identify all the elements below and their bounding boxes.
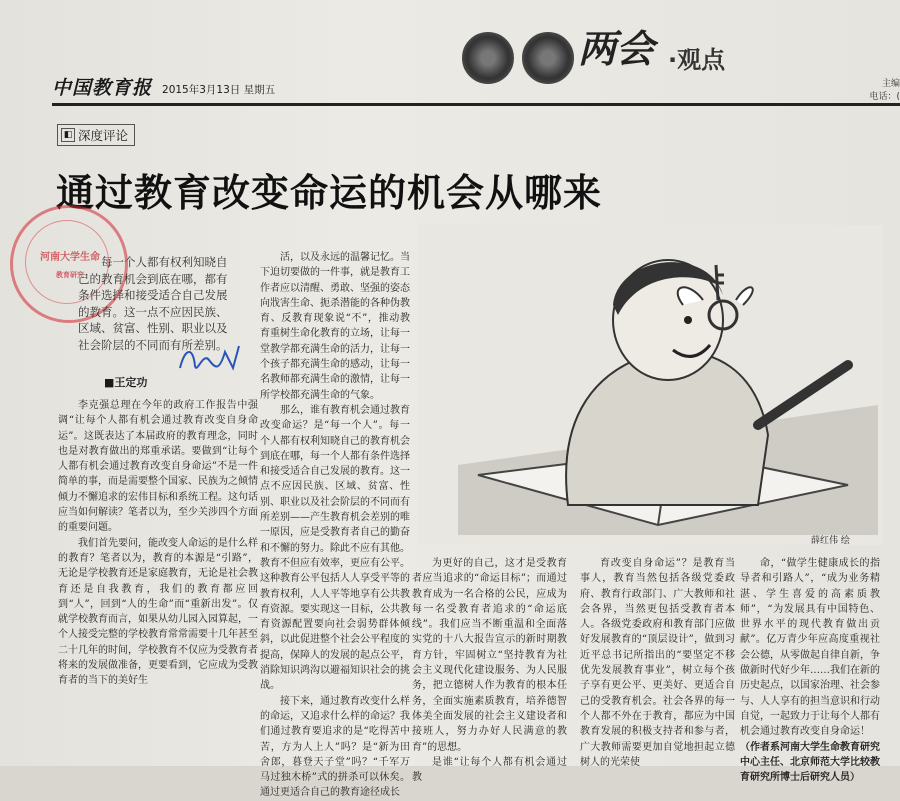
emblems (462, 32, 574, 84)
issue-date: 2015年3月13日 星期五 (162, 84, 276, 96)
article-column-4 (580, 556, 735, 768)
column-tag-label: 深度评论 (78, 128, 129, 143)
paragraph: 李克强总理在今年的政府工作报告中强调“让每个人都有机会通过教育改变自身命运”。这既表达了本届政府的教育理念，同时也是对教育做出的郑重承诺。要做到“让每个人都有机会通过教育改变自身命运”不是一件简单的事，而是需要整个国家、民族为之倾情倾力不懈追求的宏伟目标和系统工程。这句话应当如何解读？笔者以为，至少关涉四个方面的重要问题。 (58, 400, 258, 534)
author-credit: （作者系河南大学生命教育研究中心主任、北京师范大学比较教育研究所博士后研究人员） (740, 741, 880, 784)
headline: 通过教育改变命运的机会从哪来 (56, 170, 603, 215)
article-column-3 (412, 556, 567, 784)
author-byline: ■王定功 (104, 376, 148, 389)
paragraph: 那么，谁有教育机会通过教育改变命运？是“每一个人”。每一个人都有权利知晓自己的教育机会到底在哪，每一个人都有条件选择和接受适合自己发展的教育。这一点不应因民族、区域、贫富、性别、职业以及社会阶层的不同而有所差别——产生教育机会差别的唯一原因，应是受教育者自己的勤奋和不懈的努力。除此不应有其他。教育不但应有效率，更应有公平。这种教育公平包括人人享受平等的教育权利，人人平等地享有公共教育资源。要实现这一目标，公共教育资源配置要向社会弱势群体倾斜，以此促进整个社会公平程度的提高，保障人的发展的起点公平，消除知识鸿沟以避福知识社会的挑战。 (260, 404, 410, 692)
edge-line: 主编 (881, 79, 900, 89)
column-tag (57, 124, 135, 146)
handwritten-signature (175, 338, 245, 378)
article-column-1 (58, 398, 258, 760)
section-subtitle: ·观点 (668, 46, 726, 74)
summary-text: 每一个人都有权利知晓自己的教育机会到底在哪，都有条件选择和接受适合自己发展的教育。这一点不应因民族、区域、贫富、性别、职业以及社会阶层的不同而有所差别。 (78, 255, 228, 352)
red-seal-stamp: 河南大学生命 教育研究 (10, 205, 128, 323)
newspaper-logo: 中国教育报 (52, 77, 153, 99)
cppcc-emblem-icon (522, 32, 574, 84)
edge-text (869, 78, 900, 104)
paragraph: 命，“做学生健康成长的指导者和引路人”，“成为业务精湛、学生喜爱的高素质教师”，“为发展具有中国特色、世界水平的现代教育做出贡献”。亿万青少年应高度重视社会公德，从零做起自律自新，争做新时代好少年……我们在新的历史起点，以国家治理、社会参与、人人享有的担当意识和行动自觉，一起致力于让每个人都有机会通过教育改变自身命运！ (740, 558, 880, 738)
article-column-2 (260, 250, 410, 799)
cartoon-illustration (418, 225, 883, 545)
section-title: 两会 (578, 26, 655, 71)
comment-icon: ◧ (61, 128, 75, 142)
edge-line: 电话：( (869, 92, 900, 102)
paragraph: 是谁“让每个人都有机会通过教 (412, 756, 567, 784)
masthead (52, 74, 275, 100)
paragraph: 育改变自身命运”？是教育当事人，教育当然包括各级党委政府、教育行政部门、广大教师和社会各界，当然更包括受教育者本人。各级党委政府和教育部门应做好发展教育的“顶层设计”，做到习近平总书记所指出的“要坚定不移优先发展教育事业”，树立每个孩子享有更公平、更美好、更适合自己的受教育机会。社会各界的每一个人都不外在于教育，都应为中国教育发展的积极支持者和参与者，广大教师需要更加自觉地担起立德树人的光荣使 (580, 558, 735, 768)
national-emblem-icon (462, 32, 514, 84)
article-column-5 (740, 556, 880, 784)
paragraph: 接下来，通过教育改变什么样的命运，又追求什么样的命运？我们通过教育要追求的是“吃得苦中苦，方为人上人”吗？是“新为田舍郎，暮登天子堂”吗？“千军万马过独木桥”式的拼杀可以休矣。通过更适合自己的教育途径成长 (260, 695, 410, 799)
paragraph: 活，以及永远的温馨记忆。当下迫切要做的一件事，就是教育工作者应以清醒、勇敢、坚强的姿态向戕害生命、扼杀潜能的各种伪教育、反教育现象说“不”，推动教育重树生命化教育的立场，让每一堂教学都充满生命的活力，让每一个孩子都充满生命的感动，让每一名教师都充满生命的激情，让每一所学校都充满生命的气象。 (260, 252, 410, 401)
masthead-rule (52, 103, 900, 106)
paragraph: 为更好的自己，这才是受教育者应当追求的“命运目标”；而通过教育成为一名合格的公民，应成为每一名受教育者追求的“命运底线”。我们应当不断重温和全面落实党的十八大报告宣示的新时期教育方针，牢固树立“坚持教育为社会主义现代化建设服务、为人民服务，把立德树人作为教育的根本任务，全面实施素质教育，培养德智体美全面发展的社会主义建设者和接班人，努力办好人民满意的教育”的思想。 (412, 558, 567, 753)
paragraph: 我们首先要问，能改变人命运的是什么样的教育？笔者以为，教育的本源是“引路”，无论是学校教育还是家庭教育，无论是社会教育还是自我教育，我们的教育都应回到“人”，回到“人的生命”而“重新出发”。仅就学校教育而言，如果从幼儿园入园算起，一个人接受完整的学校教育常常需要十几年甚至二十几年的时间，学校教育不仅应为受教育者将来的发展做准备，更要看到，它应成为受教育者的当下的美好生 (58, 537, 258, 687)
stamp-text: 河南大学生命 (40, 252, 100, 263)
illustration-credit: 薛红伟 绘 (811, 536, 850, 546)
